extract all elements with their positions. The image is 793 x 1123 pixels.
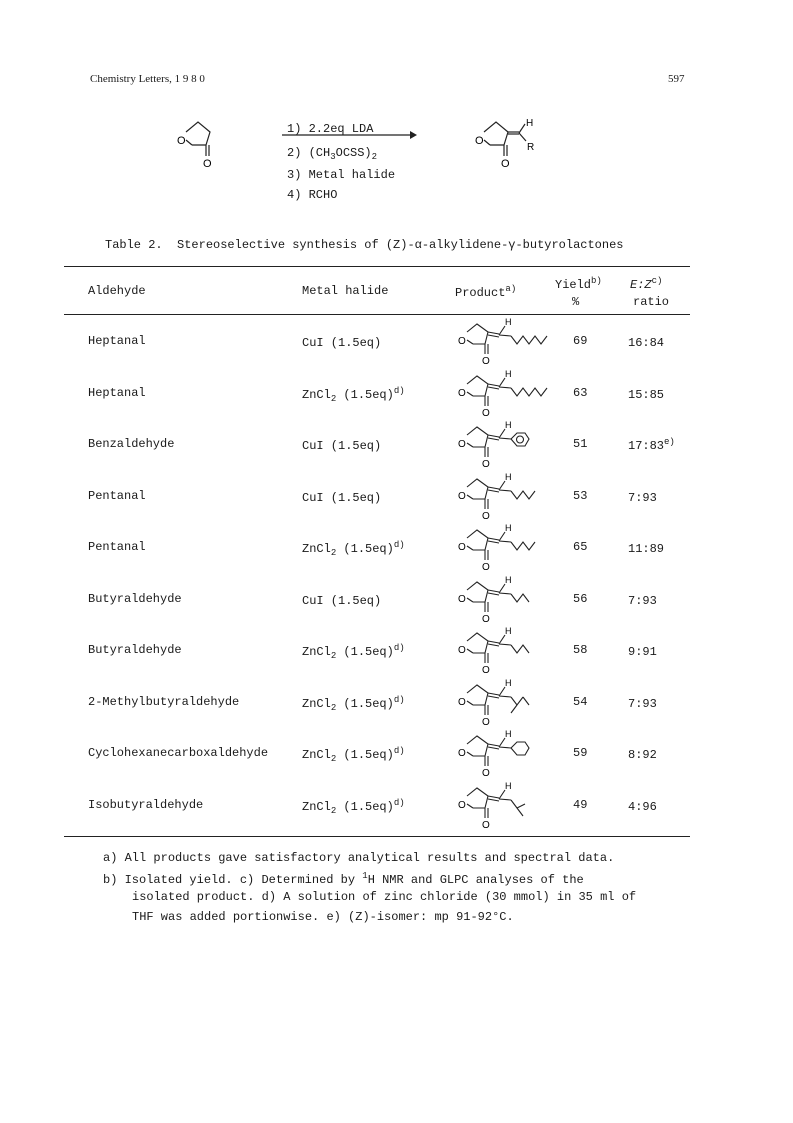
col-header-product: Product$^{a)}$ [455, 284, 517, 300]
scheme-pr-ring-o: O [475, 135, 484, 147]
product-carbonyl-o: O [482, 562, 490, 572]
scheme-step-3: 3) Metal halide [287, 168, 396, 182]
cell-yield: 51 [573, 437, 588, 451]
col-header-yield: Yield$^{b)}$ [555, 276, 602, 292]
product-h: H [505, 420, 512, 430]
cell-yield: 59 [573, 746, 588, 760]
product-structure [455, 625, 555, 675]
cell-ez-ratio: 7:93 [628, 593, 657, 608]
table-header-rule [64, 314, 690, 315]
product-h: H [505, 471, 512, 482]
product-ring-o: O [458, 696, 466, 708]
cell-ez-ratio: 7:93 [628, 490, 657, 505]
cell-aldehyde: Heptanal [88, 334, 146, 348]
product-ring-o: O [458, 490, 466, 502]
cell-metal-halide: CuI (1.5eq) [302, 336, 382, 350]
col-header-yield-unit: % [572, 295, 580, 309]
cell-yield: 58 [573, 643, 588, 657]
product-ring-o: O [458, 336, 466, 347]
cell-metal-halide: CuI (1.5eq) [302, 490, 382, 505]
cell-ez-ratio: 11:89 [628, 542, 665, 556]
scheme-pr-r: R [527, 142, 535, 153]
cell-yield: 56 [573, 591, 588, 606]
scheme-pr-carbonyl-o: O [501, 158, 510, 170]
cell-ez-ratio: 16:84 [628, 336, 665, 350]
product-structure [455, 780, 555, 830]
product-h: H [505, 368, 512, 379]
table-top-rule [64, 266, 690, 267]
journal-header: Chemistry Letters, 1 9 8 0 [90, 73, 205, 85]
cell-aldehyde: Pentanal [88, 488, 146, 503]
cell-aldehyde: Benzaldehyde [88, 437, 175, 451]
cell-ez-ratio: 4:96 [628, 799, 657, 814]
cell-metal-halide: ZnCl$_2$ $(1.5eq)^{d)}$ [302, 643, 405, 661]
cell-aldehyde: 2-Methylbutyraldehyde [88, 694, 240, 709]
product-structure [455, 368, 555, 418]
col-header-metal-halide: Metal halide [302, 284, 389, 298]
cell-aldehyde: Cyclohexanecarboxaldehyde [88, 746, 269, 760]
product-structure [455, 522, 555, 572]
cell-metal-halide: CuI (1.5eq) [302, 439, 382, 453]
cell-metal-halide: ZnCl$_2$ $(1.5eq)^{d)}$ [302, 797, 405, 816]
scheme-pr-h: H [526, 118, 534, 129]
product-h: H [505, 677, 512, 688]
product-h: H [505, 317, 512, 327]
product-h: H [505, 626, 512, 636]
product-structure [455, 677, 555, 727]
product-ring-o: O [458, 542, 466, 553]
scheme-step-1: 1) 2.2eq LDA [287, 122, 374, 136]
product-structure [455, 316, 555, 366]
cell-ez-ratio: 15:85 [628, 387, 665, 402]
col-header-ez: $E:Z^{c)}$ [630, 276, 663, 292]
cell-aldehyde: Butyraldehyde [88, 643, 182, 657]
product-carbonyl-o: O [482, 768, 490, 778]
cell-yield: 49 [573, 797, 588, 812]
product-carbonyl-o: O [482, 665, 490, 675]
reaction-arrow [282, 128, 417, 142]
product-carbonyl-o: O [482, 819, 490, 830]
cell-yield: 69 [573, 334, 588, 348]
footnote-b-c: b) Isolated yield. c) Determined by $^1$H NMR and GLPC analyses of the [103, 871, 584, 887]
col-header-ez-unit: ratio [633, 295, 670, 309]
table-caption-title: Stereoselective synthesis of (Z)-α-alkylidene-γ-butyrolactones [177, 238, 624, 252]
cell-yield: 53 [573, 488, 588, 503]
col-header-aldehyde: Aldehyde [88, 284, 146, 298]
product-structure [455, 471, 555, 521]
cell-ez-ratio: 7:93 [628, 696, 657, 711]
page-number: 597 [668, 73, 685, 85]
product-structure [455, 419, 555, 469]
product-carbonyl-o: O [482, 613, 490, 624]
table-caption [105, 238, 624, 252]
product-carbonyl-o: O [482, 510, 490, 521]
scheme-step-4: 4) RCHO [287, 188, 338, 202]
cell-ez-ratio: 8:92 [628, 748, 657, 762]
cell-ez-ratio: 9:91 [628, 645, 657, 659]
product-ring-o: O [458, 645, 466, 656]
product-carbonyl-o: O [482, 716, 490, 727]
cell-metal-halide: ZnCl$_2$ $(1.5eq)^{d)}$ [302, 540, 405, 558]
product-ring-o: O [458, 593, 466, 605]
product-structure [455, 728, 555, 778]
cell-aldehyde: Isobutyraldehyde [88, 797, 204, 812]
table-caption-label: Table 2. [105, 238, 163, 252]
product-h: H [505, 574, 512, 585]
cell-yield: 65 [573, 540, 588, 554]
cell-metal-halide: ZnCl$_2$ $(1.5eq)^{d)}$ [302, 694, 405, 713]
cell-aldehyde: Butyraldehyde [88, 591, 182, 606]
scheme-sm-ring-o: O [177, 135, 186, 147]
cell-metal-halide: CuI (1.5eq) [302, 593, 382, 608]
scheme-starting-lactone [168, 112, 230, 172]
product-ring-o: O [458, 387, 466, 399]
cell-ez-ratio: 17:83$^{e)}$ [628, 437, 675, 453]
product-structure [455, 574, 555, 624]
table-bottom-rule [64, 836, 690, 837]
cell-yield: 63 [573, 385, 588, 400]
scheme-product-lactone [470, 112, 550, 172]
product-carbonyl-o: O [482, 459, 490, 469]
product-h: H [505, 780, 512, 791]
product-ring-o: O [458, 439, 466, 450]
cell-aldehyde: Heptanal [88, 385, 146, 400]
cell-metal-halide: ZnCl$_2$ $(1.5eq)^{d)}$ [302, 385, 405, 404]
product-carbonyl-o: O [482, 356, 490, 366]
scheme-step-2: 2) $(CH_3OCSS)_2$ [287, 146, 378, 162]
product-h: H [505, 729, 512, 739]
product-ring-o: O [458, 748, 466, 759]
product-h: H [505, 523, 512, 533]
footnote-d-e: THF was added portionwise. e) (Z)-isomer: mp 91-92°C. [132, 910, 514, 924]
cell-yield: 54 [573, 694, 588, 709]
product-ring-o: O [458, 799, 466, 811]
product-carbonyl-o: O [482, 407, 490, 418]
scheme-sm-carbonyl-o: O [203, 158, 212, 170]
cell-metal-halide: ZnCl$_2$ $(1.5eq)^{d)}$ [302, 746, 405, 764]
footnote-a: a) All products gave satisfactory analytical results and spectral data. [103, 851, 615, 865]
footnote-c-d: isolated product. d) A solution of zinc chloride (30 mmol) in 35 ml of [132, 890, 637, 904]
cell-aldehyde: Pentanal [88, 540, 146, 554]
